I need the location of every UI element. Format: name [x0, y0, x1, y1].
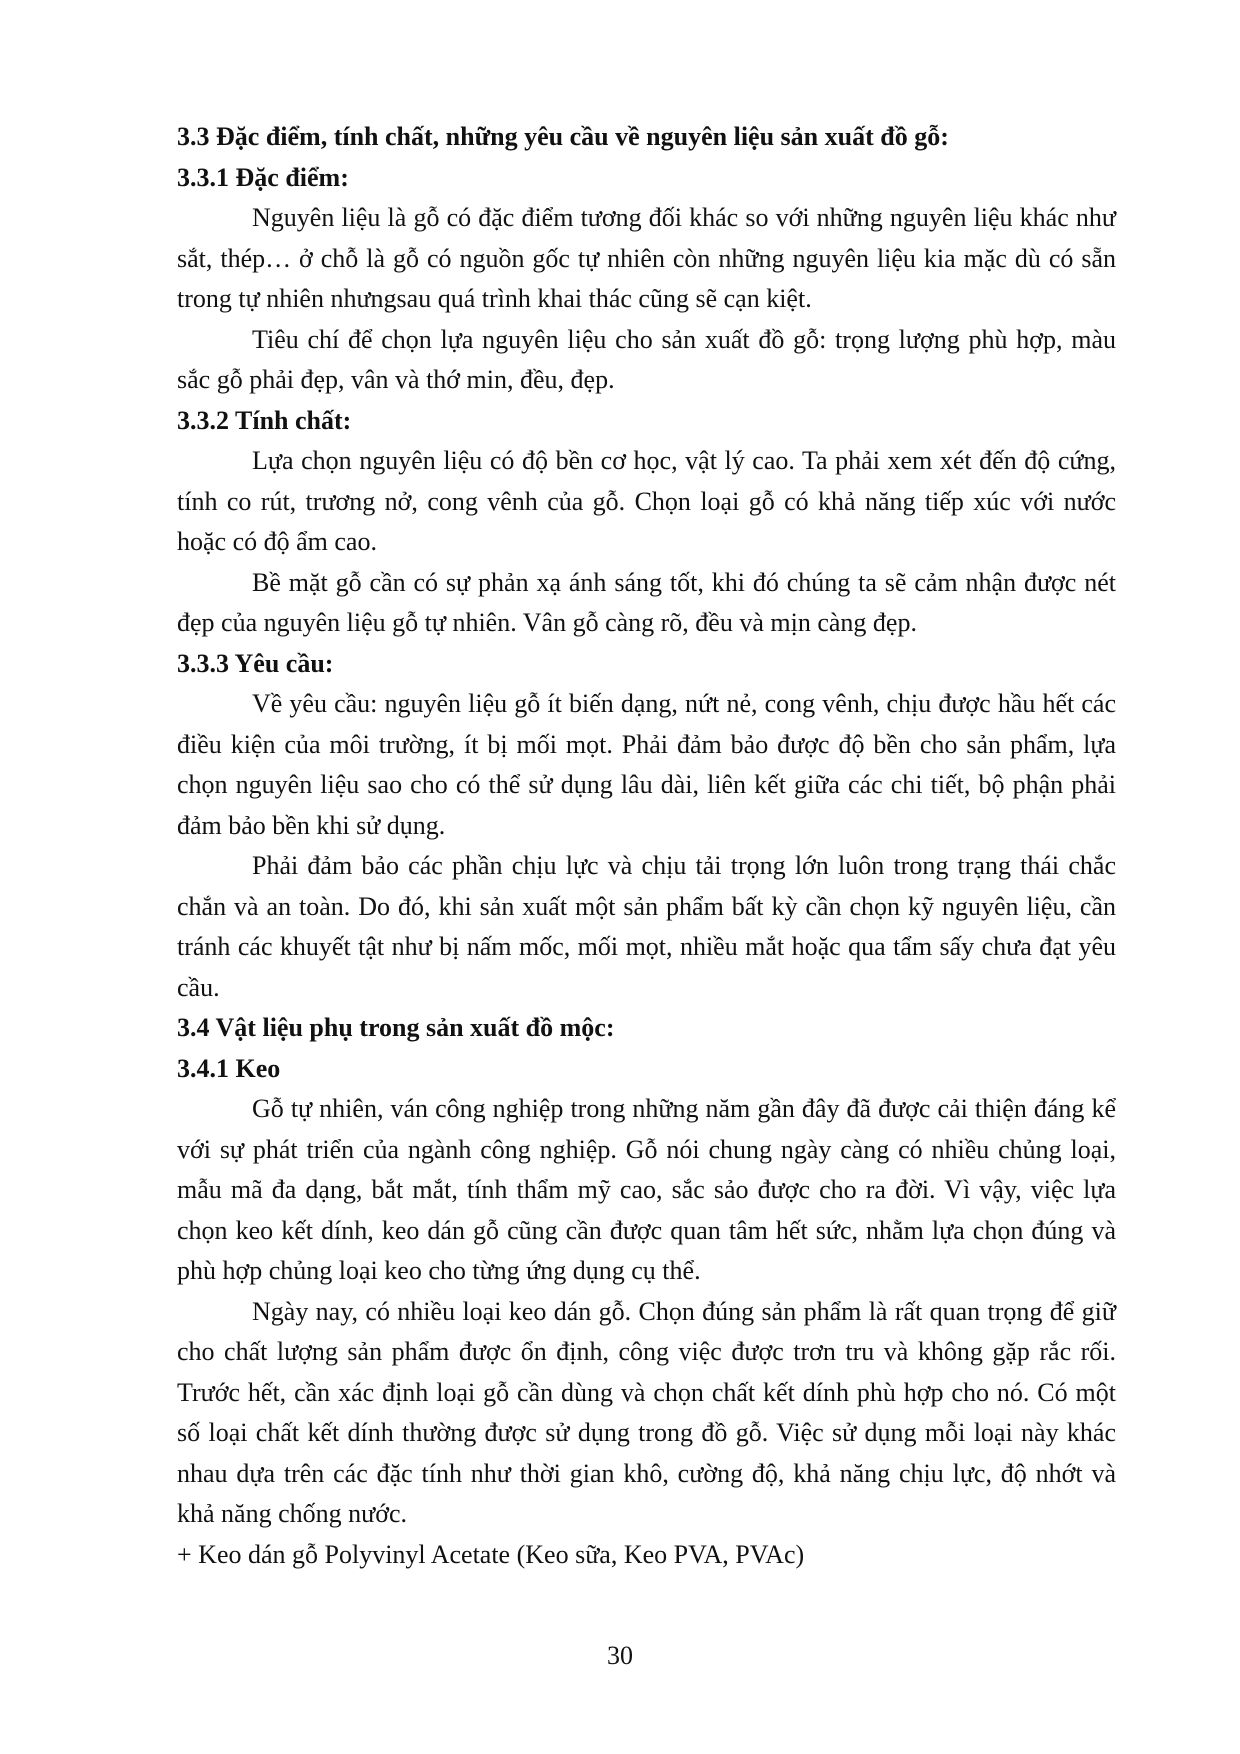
paragraph-3-3-2-b: Bề mặt gỗ cần có sự phản xạ ánh sáng tốt, khi đó chúng ta sẽ cảm nhận được nét đẹp của nguyên liệu gỗ tự nhiên. Vân gỗ càng rõ, đều và mịn càng đẹp.	[177, 567, 1116, 637]
paragraph-3-3-1-b: Tiêu chí để chọn lựa nguyên liệu cho sản xuất đồ gỗ: trọng lượng phù hợp, màu sắc gỗ phải đẹp, vân và thớ min, đều, đẹp.	[177, 324, 1116, 394]
paragraph-3-3-3-b: Phải đảm bảo các phần chịu lực và chịu tải trọng lớn luôn trong trạng thái chắc chắn và an toàn. Do đó, khi sản xuất một sản phẩm bất kỳ cần chọn kỹ nguyên liệu, cần tránh các khuyết tật như bị nấm mốc, mối mọt, nhiều mắt hoặc qua tẩm sấy chưa đạt yêu cầu.	[177, 851, 1116, 1002]
paragraph-3-3-3-a: Về yêu cầu: nguyên liệu gỗ ít biến dạng, nứt nẻ, cong vênh, chịu được hầu hết các điều kiện của môi trường, ít bị mối mọt. Phải đảm bảo được độ bền cho sản phẩm, lựa chọn nguyên liệu sao cho có thể sử dụng lâu dài, liên kết giữa các chi tiết, bộ phận phải đảm bảo bền khi sử dụng.	[177, 689, 1116, 840]
page-number: 30	[607, 1641, 633, 1670]
paragraph-3-4-1-a: Gỗ tự nhiên, ván công nghiệp trong những năm gần đây đã được cải thiện đáng kể với sự phát triển của ngành công nghiệp. Gỗ nói chung ngày càng có nhiều chủng loại, mẫu mã đa dạng, bắt mắt, tính thẩm mỹ cao, sắc sảo được cho ra đời. Vì vậy, việc lựa chọn keo kết dính, keo dán gỗ cũng cần được quan tâm hết sức, nhằm lựa chọn đúng và phù hợp chủng loại keo cho từng ứng dụng cụ thể.	[177, 1094, 1116, 1285]
list-item-pva-glue: + Keo dán gỗ Polyvinyl Acetate (Keo sữa, Keo PVA, PVAc)	[177, 1539, 805, 1569]
page-content	[177, 117, 1116, 1575]
paragraph-3-3-2-a: Lựa chọn nguyên liệu có độ bền cơ học, vật lý cao. Ta phải xem xét đến độ cứng, tính co rút, trương nở, cong vênh của gỗ. Chọn loại gỗ có khả năng tiếp xúc với nước hoặc có độ ẩm cao.	[177, 446, 1116, 556]
section-heading-3-3-2: 3.3.2 Tính chất:	[177, 405, 352, 435]
paragraph-3-3-1-a: Nguyên liệu là gỗ có đặc điểm tương đối khác so với những nguyên liệu khác như sắt, thép… ở chỗ là gỗ có nguồn gốc tự nhiên còn những nguyên liệu kia mặc dù có sẵn trong tự nhiên nhưngsau quá trình khai thác cũng sẽ cạn kiệt.	[177, 203, 1116, 313]
paragraph-3-4-1-b: Ngày nay, có nhiều loại keo dán gỗ. Chọn đúng sản phẩm là rất quan trọng để giữ cho chất lượng sản phẩm được ổn định, công việc được trơn tru và không gặp rắc rối. Trước hết, cần xác định loại gỗ cần dùng và chọn chất kết dính phù hợp cho nó. Có một số loại chất kết dính thường được sử dụng trong đồ gỗ. Việc sử dụng mỗi loại này khác nhau dựa trên các đặc tính như thời gian khô, cường độ, khả năng chịu lực, độ nhớt và khả năng chống nước.	[177, 1296, 1116, 1528]
section-heading-3-3-3: 3.3.3 Yêu cầu:	[177, 648, 334, 678]
section-heading-3-4-1: 3.4.1 Keo	[177, 1053, 281, 1083]
section-heading-3-3: 3.3 Đặc điểm, tính chất, những yêu cầu về nguyên liệu sản xuất đồ gỗ:	[177, 122, 949, 151]
section-heading-3-3-1: 3.3.1 Đặc điểm:	[177, 162, 349, 192]
section-heading-3-4: 3.4 Vật liệu phụ trong sản xuất đồ mộc:	[177, 1013, 615, 1042]
